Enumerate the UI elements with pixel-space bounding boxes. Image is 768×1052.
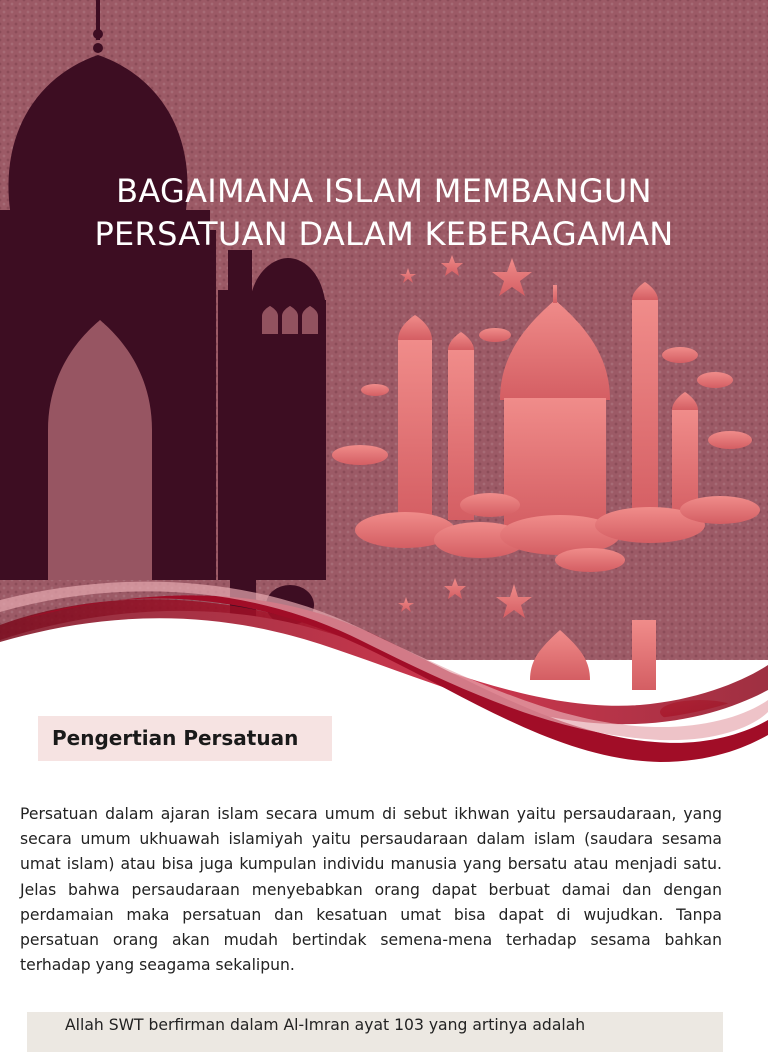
quote-band-text: Allah SWT berfirman dalam Al-Imran ayat 103 yang artinya adalah: [65, 1016, 586, 1034]
title-line-1: BAGAIMANA ISLAM MEMBANGUN: [116, 172, 652, 210]
page-title: [20, 170, 748, 256]
quote-band: [27, 1012, 723, 1052]
section-heading: Pengertian Persatuan: [38, 716, 332, 761]
section-body-paragraph: Persatuan dalam ajaran islam secara umum di sebut ikhwan yaitu persaudaraan, yang secara umum ukhuawah islamiyah yaitu persaudaraan dalam islam (saudara sesama umat islam) atau bisa juga kumpulan individu manusia yang bersatu atau menjadi satu. Jelas bahwa persaudaraan menyebabkan orang dapat berbuat damai dan dengan perdamaian maka persatuan dan kesatuan umat bisa dapat di wujudkan. Tanpa persatuan orang akan mudah bertindak semena-mena terhadap sesama bahkan terhadap yang seagama sekalipun.: [20, 805, 722, 975]
title-line-2: PERSATUAN DALAM KEBERAGAMAN: [94, 215, 674, 253]
